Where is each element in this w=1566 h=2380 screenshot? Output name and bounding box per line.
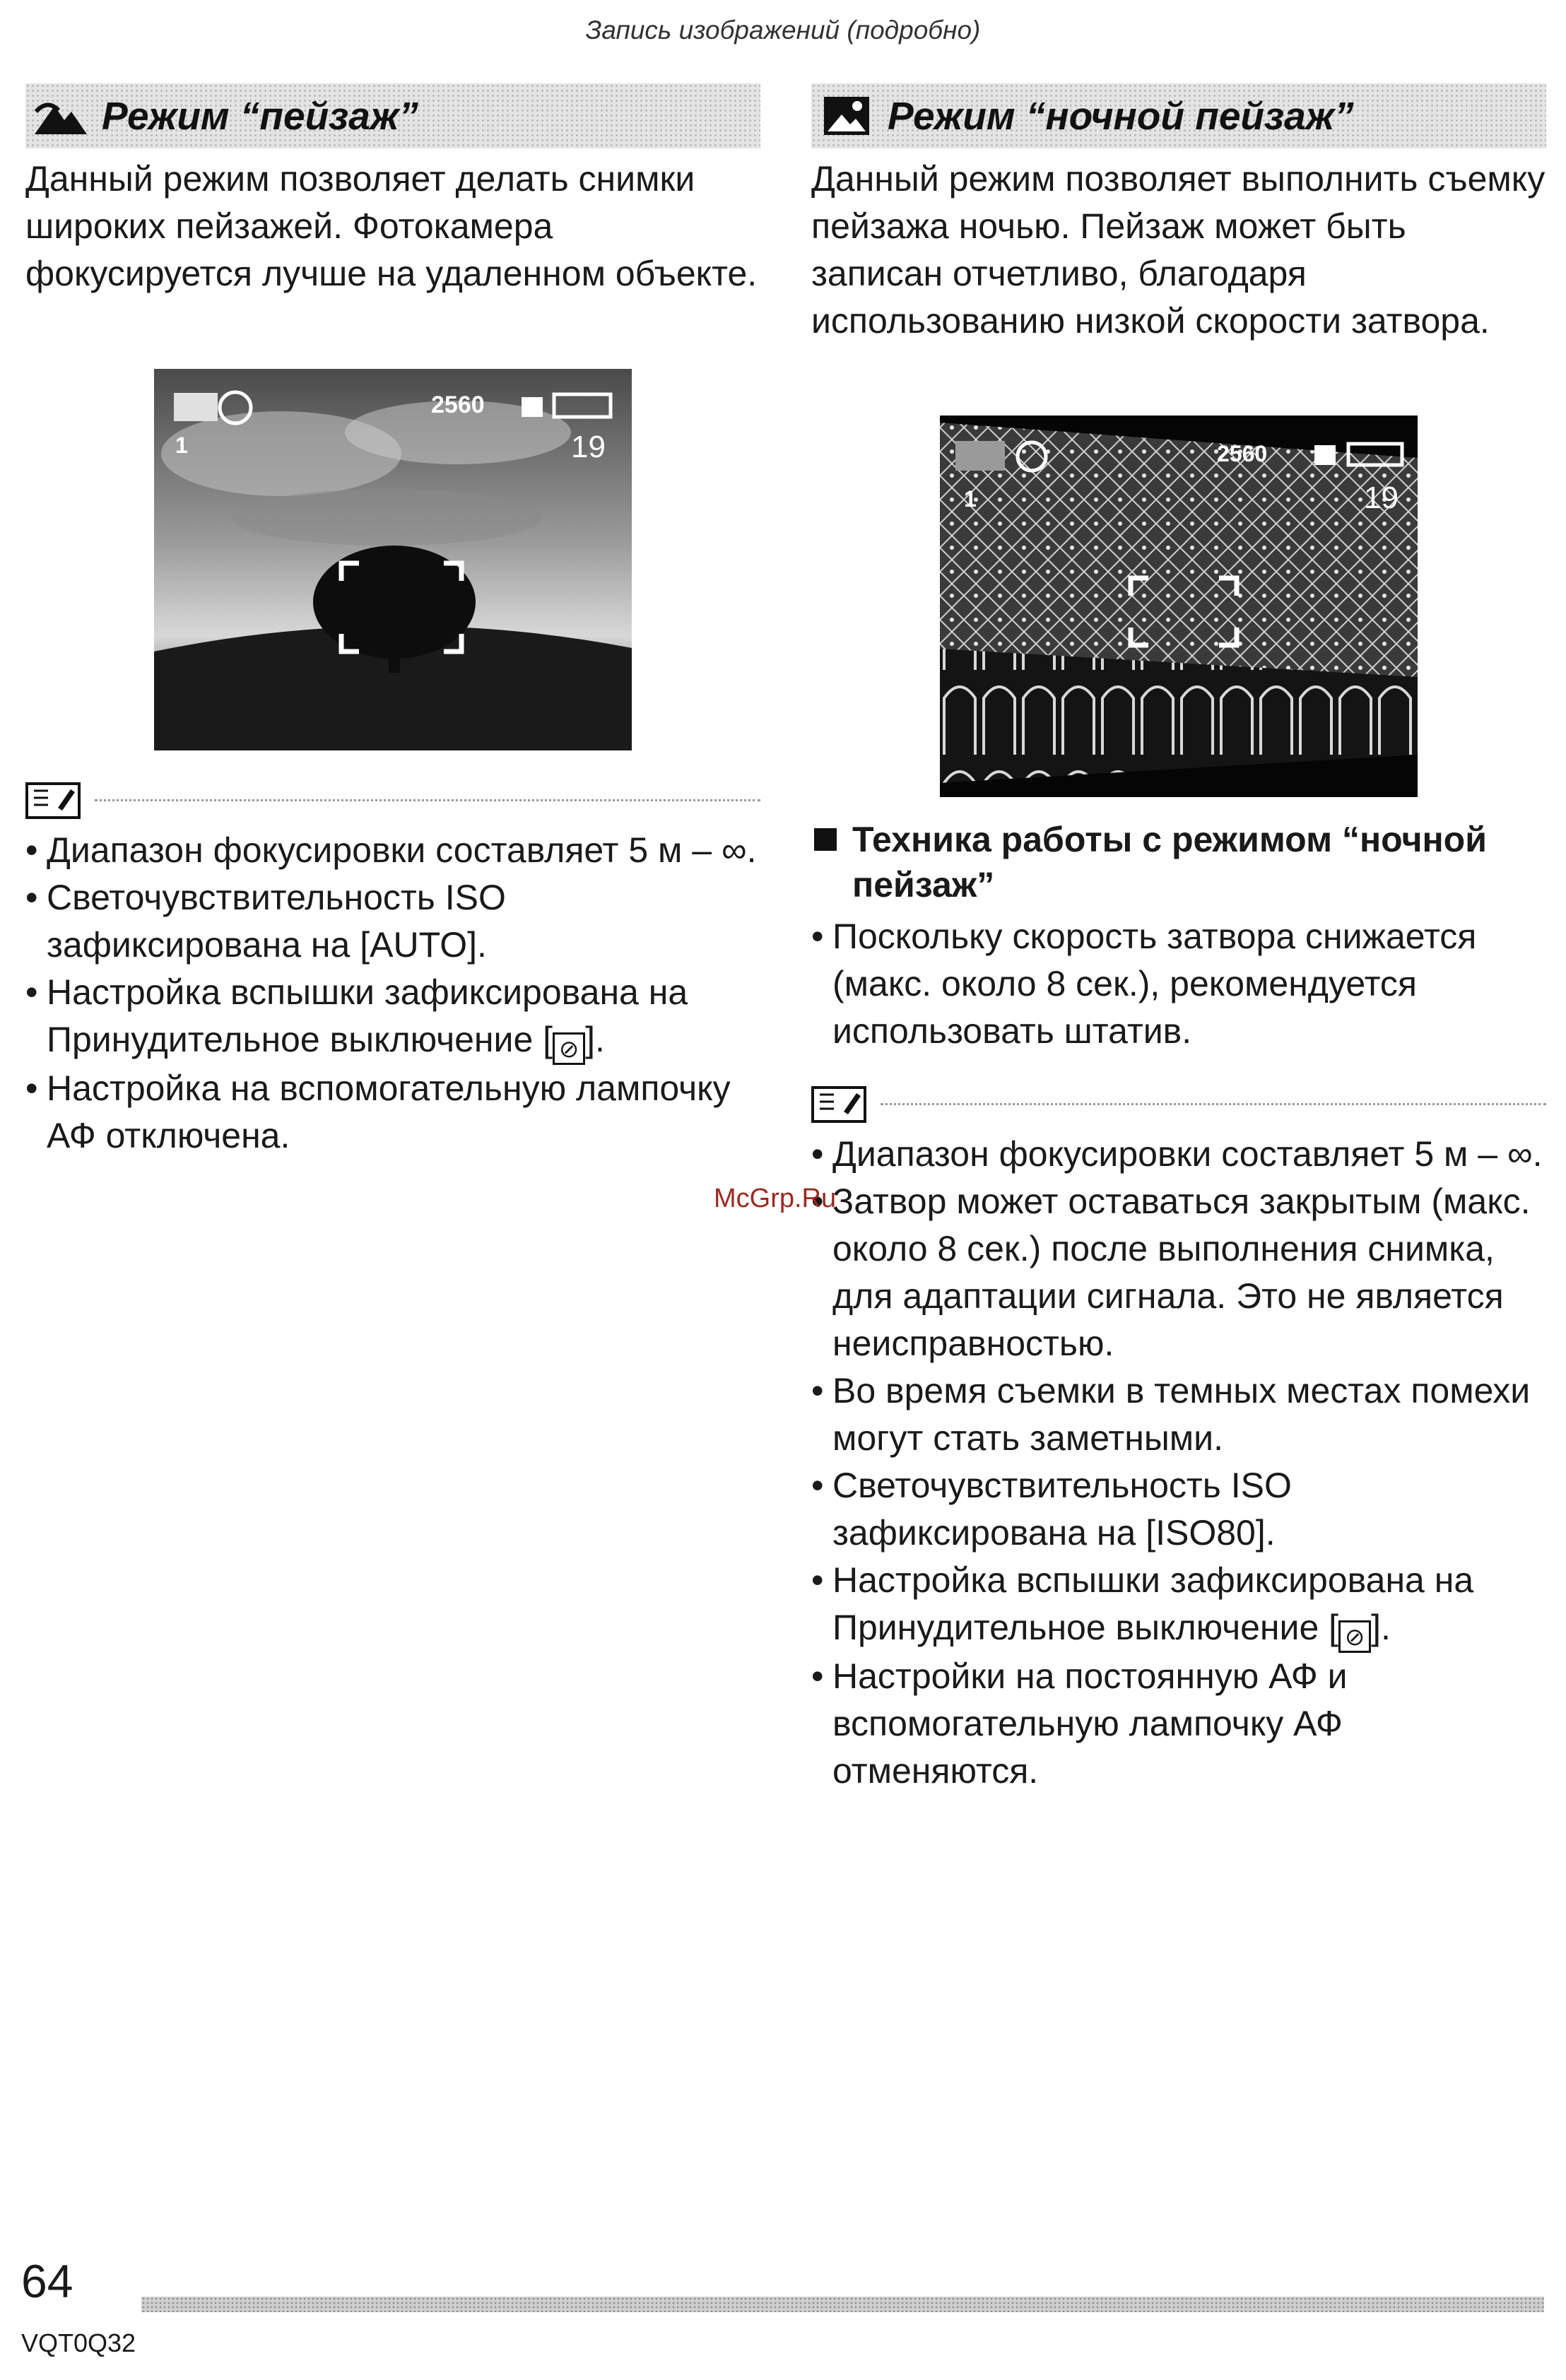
list-item: • Светочувствительность ISO зафиксирована на [AUTO]. xyxy=(25,874,760,969)
square-bullet-icon xyxy=(814,828,837,851)
landscape-resolution: 2560 xyxy=(431,391,485,418)
night-shots-remaining: 19 xyxy=(1364,481,1399,515)
technique-heading-text: Техника работы с режимом “ночной пейзаж” xyxy=(852,820,1487,905)
night-technique xyxy=(811,817,1546,1055)
note-divider xyxy=(95,799,760,801)
list-item: • Во время съемки в темных местах помехи могут стать заметными. xyxy=(811,1367,1546,1462)
night-landscape-lcd-preview xyxy=(940,416,1418,797)
technique-list xyxy=(811,913,1546,1055)
list-item-suffix: ]. xyxy=(1371,1608,1391,1647)
list-item: • Поскольку скорость затвора снижается (макс. около 8 сек.), рекомендуется использовать штатив. xyxy=(811,913,1546,1055)
technique-heading xyxy=(811,817,1546,907)
list-item-text: Настройка вспышки зафиксирована на Принудительное выключение [ xyxy=(47,972,688,1059)
list-item: • Диапазон фокусировки составляет 5 м – ∞. xyxy=(25,827,760,874)
note-book-icon xyxy=(811,1083,866,1124)
list-item: • Диапазон фокусировки составляет 5 м – ∞. xyxy=(811,1131,1546,1178)
list-item: • Настройки на постоянную АФ и вспомогательную лампочку АФ отменяются. xyxy=(811,1653,1546,1795)
night-resolution: 2560 xyxy=(1217,441,1268,466)
note-divider xyxy=(881,1103,1546,1105)
list-item-text: Настройка вспышки зафиксирована на Принудительное выключение [ xyxy=(832,1560,1474,1647)
page-number: 64 xyxy=(21,2255,73,2307)
footer-bar xyxy=(141,2297,1544,2312)
landscape-mode-icon xyxy=(33,94,89,138)
landscape-section xyxy=(25,83,760,298)
list-item xyxy=(25,969,760,1065)
flash-off-icon: ⊘ xyxy=(553,1032,585,1065)
list-item: • Светочувствительность ISO зафиксирована на [ISO80]. xyxy=(811,1462,1546,1557)
landscape-title-bar xyxy=(25,83,760,148)
landscape-lcd-preview xyxy=(154,369,632,750)
list-item: • Настройка на вспомогательную лампочку АФ отключена. xyxy=(25,1065,760,1160)
watermark: McGrp.Ru xyxy=(714,1184,837,1213)
night-landscape-title: Режим “ночной пейзаж” xyxy=(888,94,1354,138)
night-stabilizer-readout: 1 xyxy=(964,486,977,512)
flash-off-icon: ⊘ xyxy=(1338,1620,1371,1653)
note-book-icon xyxy=(25,779,81,820)
list-item xyxy=(811,1557,1546,1653)
night-landscape-intro: Данный режим позволяет выполнить съемку пейзажа ночью. Пейзаж может быть записан отчетливо, благодаря использованию низкой скорости затвора. xyxy=(811,159,1546,341)
landscape-shots-remaining: 19 xyxy=(571,430,606,464)
night-landscape-title-bar xyxy=(811,83,1546,148)
night-landscape-mode-icon xyxy=(818,94,875,138)
list-item: • Затвор может оставаться закрытым (макс. около 8 сек.) после выполнения снимка, для адаптации сигнала. Это не является неисправностью. xyxy=(811,1178,1546,1367)
landscape-intro: Данный режим позволяет делать снимки широких пейзажей. Фотокамера фокусируется лучше на удаленном объекте. xyxy=(25,159,758,293)
doc-code: VQT0Q32 xyxy=(21,2328,136,2357)
landscape-notes xyxy=(25,779,760,1160)
running-title: Запись изображений (подробно) xyxy=(585,16,981,45)
landscape-stabilizer-readout: 1 xyxy=(175,432,188,458)
night-landscape-section xyxy=(811,83,1546,345)
list-item-suffix: ]. xyxy=(585,1020,605,1059)
landscape-notes-list xyxy=(25,827,760,1160)
night-notes-list xyxy=(811,1131,1546,1795)
night-notes xyxy=(811,1083,1546,1795)
landscape-title: Режим “пейзаж” xyxy=(102,94,418,138)
